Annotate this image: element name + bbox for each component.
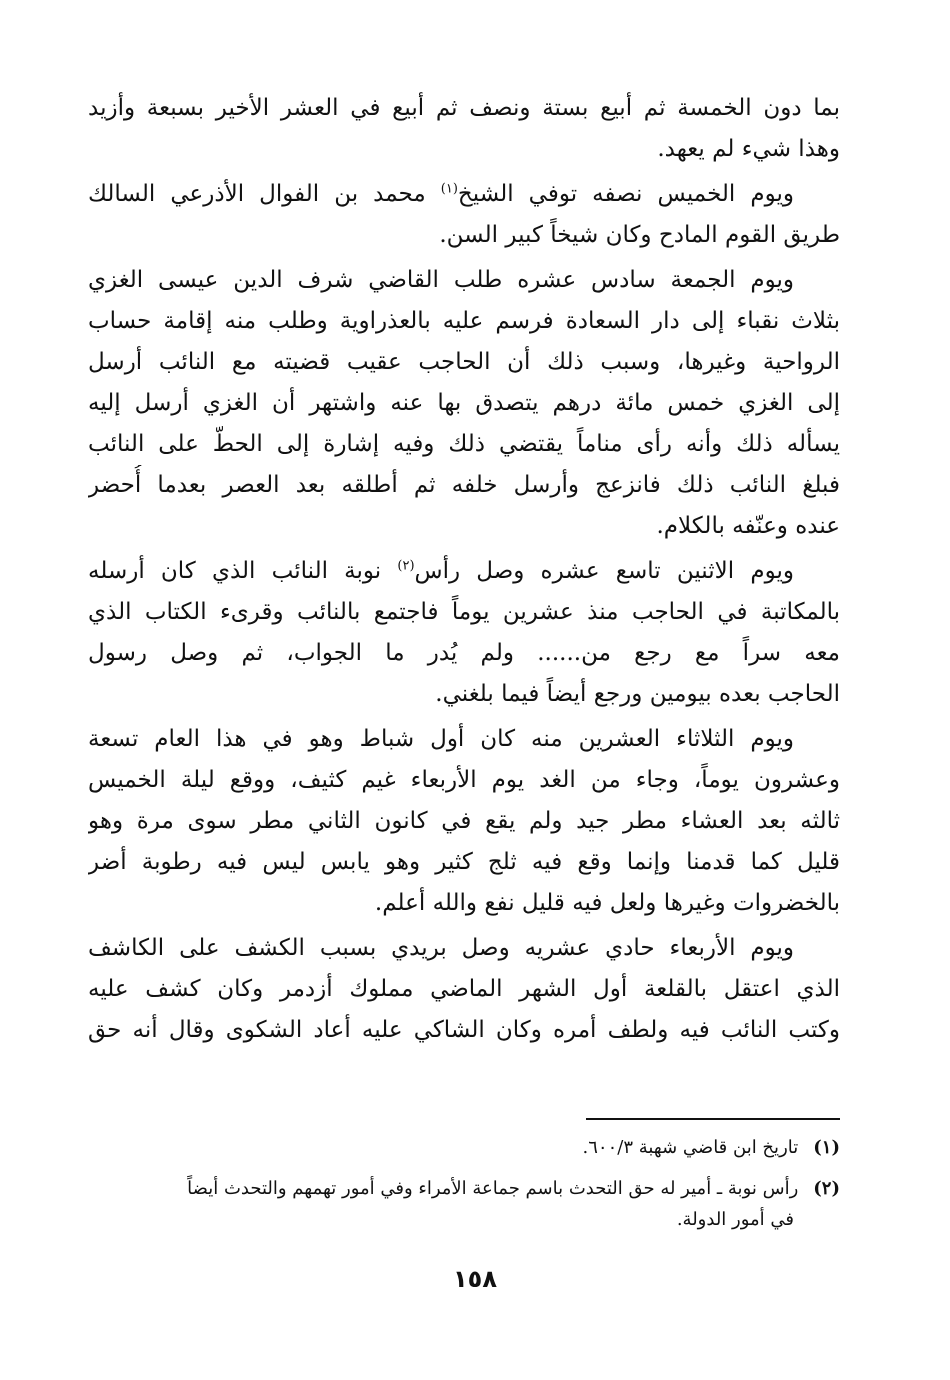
text-segment: محمد بن الفوال الأذرعي السالك (88, 181, 426, 207)
text-line: ثالثه بعد العشاء مطر جيد ولم يقع في كانون الثاني مطر سوى مرة وهو (88, 808, 840, 834)
paragraph-2 (88, 174, 840, 256)
text-segment: ويوم الخميس نصفه توفي الشيخ (457, 181, 794, 207)
text-line: معه سراً مع رجع من...... ولم يُدر ما الجواب، ثم وصل رسول (88, 640, 840, 666)
main-text (88, 88, 840, 1055)
text-line: ويوم الجمعة سادس عشره طلب القاضي شرف الدين عيسى الغزي (88, 267, 794, 293)
footnote-number: (٢) (813, 1178, 840, 1199)
text-line: ويوم الأربعاء حادي عشريه وصل بريدي بسبب الكشف على الكاشف (88, 935, 794, 961)
paragraph-1 (88, 88, 840, 170)
text-line: الذي اعتقل بالقلعة أول الشهر الماضي مملوك أزدمر وكان كشف عليه (88, 976, 840, 1002)
text-line: وكتب النائب فيه ولطف أمره وكان الشاكي عليه أعاد الشكوى وقال أنه حق (88, 1017, 840, 1043)
footnote-2 (88, 1173, 840, 1235)
text-line: إلى الغزي خمس مائة درهم يتصدق بها عنه واشتهر أن الغزي أرسل إليه (88, 390, 840, 416)
text-segment: ويوم الاثنين تاسع عشره وصل رأس (414, 558, 794, 584)
footnote-1 (88, 1132, 840, 1163)
text-line: بثلاث نقباء إلى دار السعادة فرسم عليه بالعذراوية وطلب منه إقامة حساب (88, 308, 840, 334)
text-line: ويوم الثلاثاء العشرين منه كان أول شباط وهو في هذا العام تسعة (88, 726, 794, 752)
footnote-ref[interactable]: (١) (440, 181, 458, 197)
text-line (88, 551, 840, 592)
text-segment: نوبة النائب الذي كان أرسله (88, 558, 382, 584)
text-line (88, 174, 840, 215)
text-line: الحاجب بعده بيومين ورجع أيضاً فيما بلغني. (435, 681, 840, 707)
paragraph-4 (88, 551, 840, 715)
footnote-divider (586, 1118, 840, 1120)
text-line: بالمكاتبة في الحاجب منذ عشرين يوماً فاجتمع بالنائب وقرىء الكتاب الذي (88, 599, 840, 625)
text-line: وهذا شيء لم يعهد. (657, 136, 840, 162)
footnote-ref[interactable]: (٢) (397, 558, 415, 574)
paragraph-3 (88, 260, 840, 547)
footnote-text-continuation: في أمور الدولة. (676, 1209, 794, 1230)
footnote-text: تاريخ ابن قاضي شهبة ٦٠٠/٣. (582, 1137, 799, 1158)
paragraph-6 (88, 928, 840, 1051)
text-line: الرواحية وغيرها، وسبب ذلك أن الحاجب عقيب قضيته مع النائب أرسل (88, 349, 840, 375)
text-line: عنده وعنّفه بالكلام. (656, 513, 840, 539)
footnotes (88, 1132, 840, 1245)
text-line: بالخضروات وغيرها ولعل فيه قليل نفع والله أعلم. (374, 890, 840, 916)
text-line: وعشرون يوماً، وجاء من الغد يوم الأربعاء غيم كثيف، ووقع ليلة الخميس (88, 767, 840, 793)
text-line: قليل كما قدمنا وإنما وقع فيه ثلج كثير وهو يابس ليس فيه رطوبة أضر (88, 849, 840, 875)
footnote-number: (١) (813, 1137, 840, 1158)
paragraph-5 (88, 719, 840, 924)
footnote-text: رأس نوبة ـ أمير له حق التحدث باسم جماعة الأمراء وفي أمور تهمهم والتحدث أيضاً (187, 1178, 799, 1199)
text-line: فبلغ النائب ذلك فانزعج وأرسل خلفه ثم أطلقه بعد العصر بعدما أُحضر (88, 472, 840, 498)
page-number: ١٥٨ (453, 1265, 497, 1293)
text-line: بما دون الخمسة ثم أبيع بستة ونصف ثم أبيع في العشر الأخير بسبعة وأزيد (88, 95, 840, 121)
text-line: طريق القوم المادح وكان شيخاً كبير السن. (439, 222, 840, 248)
text-line: يسأله ذلك وأنه رأى مناماً يقتضي ذلك وفيه إشارة إلى الحطّ على النائب (88, 431, 840, 457)
